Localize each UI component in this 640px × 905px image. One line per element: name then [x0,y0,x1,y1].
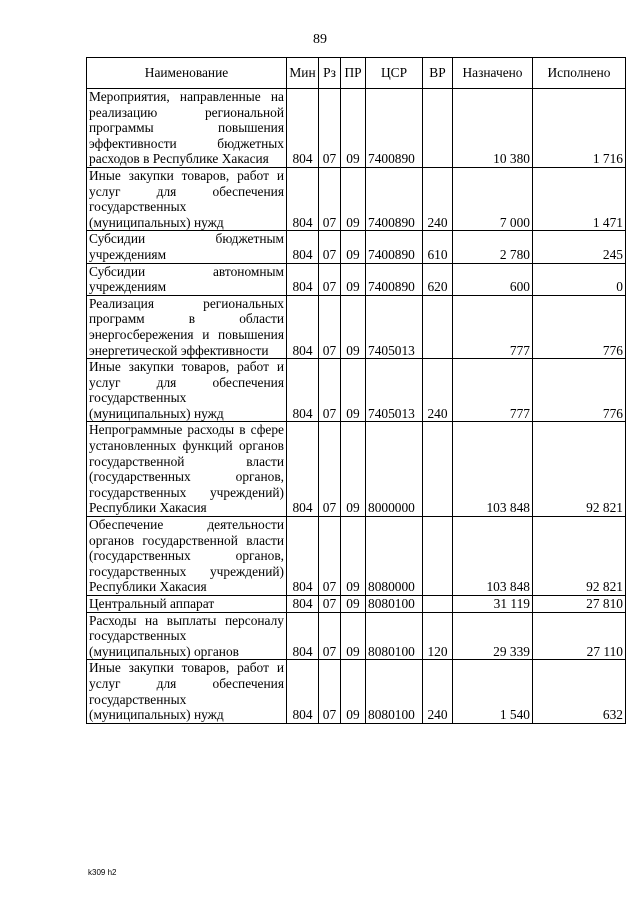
row-rz: 07 [319,167,341,230]
header-rz: Рз [319,58,341,89]
row-min: 804 [287,612,319,660]
table-row [87,517,626,596]
row-executed: 0 [533,263,626,295]
row-pr: 09 [341,263,366,295]
row-csr: 7405013 [366,295,423,358]
row-csr: 7405013 [366,359,423,422]
row-vr [423,89,453,168]
row-vr [423,596,453,613]
row-name: Центральный аппарат [87,596,287,613]
row-name: Обеспечение деятельности органов государственной власти (государственных органов, государственных учреждений) Республики Хакасия [87,517,287,596]
row-vr [423,517,453,596]
row-executed: 1 471 [533,167,626,230]
row-min: 804 [287,295,319,358]
row-planned: 2 780 [453,231,533,263]
table-row [87,596,626,613]
row-planned: 31 119 [453,596,533,613]
header-min: Мин [287,58,319,89]
header-planned: Назначено [453,58,533,89]
table-row [87,612,626,660]
row-name: Иные закупки товаров, работ и услуг для обеспечения государственных (муниципальных) нужд [87,167,287,230]
row-executed: 776 [533,295,626,358]
row-executed: 27 110 [533,612,626,660]
row-csr: 8080100 [366,596,423,613]
table-row [87,660,626,723]
header-vr: ВР [423,58,453,89]
table-row [87,89,626,168]
budget-table [86,57,626,724]
table-row [87,295,626,358]
row-vr: 240 [423,660,453,723]
table-row [87,263,626,295]
row-rz: 07 [319,231,341,263]
row-vr: 120 [423,612,453,660]
header-csr: ЦСР [366,58,423,89]
row-name: Иные закупки товаров, работ и услуг для обеспечения государственных (муниципальных) нужд [87,359,287,422]
row-pr: 09 [341,167,366,230]
row-vr: 240 [423,167,453,230]
row-csr: 7400890 [366,167,423,230]
row-name: Расходы на выплаты персоналу государственных (муниципальных) органов [87,612,287,660]
row-rz: 07 [319,359,341,422]
row-rz: 07 [319,295,341,358]
row-rz: 07 [319,660,341,723]
row-csr: 7400890 [366,231,423,263]
row-csr: 7400890 [366,263,423,295]
row-min: 804 [287,89,319,168]
row-min: 804 [287,167,319,230]
header-name: Наименование [87,58,287,89]
row-vr [423,422,453,517]
row-pr: 09 [341,612,366,660]
row-executed: 632 [533,660,626,723]
table-row [87,231,626,263]
row-executed: 92 821 [533,517,626,596]
row-executed: 27 810 [533,596,626,613]
row-rz: 07 [319,612,341,660]
row-rz: 07 [319,517,341,596]
row-pr: 09 [341,359,366,422]
row-planned: 103 848 [453,517,533,596]
row-planned: 10 380 [453,89,533,168]
row-planned: 103 848 [453,422,533,517]
row-planned: 7 000 [453,167,533,230]
row-planned: 777 [453,359,533,422]
page-number: 89 [313,32,327,47]
row-min: 804 [287,517,319,596]
row-min: 804 [287,359,319,422]
table-row [87,422,626,517]
row-csr: 8000000 [366,422,423,517]
row-pr: 09 [341,295,366,358]
row-planned: 1 540 [453,660,533,723]
row-rz: 07 [319,89,341,168]
header-executed: Исполнено [533,58,626,89]
row-name: Субсидии автономным учреждениям [87,263,287,295]
row-executed: 776 [533,359,626,422]
row-vr: 620 [423,263,453,295]
row-csr: 7400890 [366,89,423,168]
row-pr: 09 [341,231,366,263]
row-csr: 8080100 [366,612,423,660]
row-name: Реализация региональных программ в области энергосбережения и повышения энергетической эффективности [87,295,287,358]
row-rz: 07 [319,596,341,613]
row-pr: 09 [341,660,366,723]
row-planned: 600 [453,263,533,295]
row-min: 804 [287,231,319,263]
row-min: 804 [287,596,319,613]
row-csr: 8080100 [366,660,423,723]
row-vr: 610 [423,231,453,263]
row-name: Непрограммные расходы в сфере установленных функций органов государственной власти (государственных органов, государственных учреждений) Республики Хакасия [87,422,287,517]
row-min: 804 [287,263,319,295]
row-name: Мероприятия, направленные на реализацию региональной программы повышения эффективности бюджетных расходов в Республике Хакасия [87,89,287,168]
row-min: 804 [287,660,319,723]
row-rz: 07 [319,263,341,295]
document-code: k309 h2 [88,868,117,877]
table-row [87,167,626,230]
table-header-row [87,58,626,89]
row-executed: 245 [533,231,626,263]
row-name: Субсидии бюджетным учреждениям [87,231,287,263]
row-name: Иные закупки товаров, работ и услуг для обеспечения государственных (муниципальных) нужд [87,660,287,723]
row-pr: 09 [341,422,366,517]
row-rz: 07 [319,422,341,517]
row-pr: 09 [341,596,366,613]
row-executed: 92 821 [533,422,626,517]
row-vr: 240 [423,359,453,422]
row-pr: 09 [341,517,366,596]
row-csr: 8080000 [366,517,423,596]
row-min: 804 [287,422,319,517]
header-pr: ПР [341,58,366,89]
row-pr: 09 [341,89,366,168]
row-planned: 29 339 [453,612,533,660]
row-vr [423,295,453,358]
table-row [87,359,626,422]
row-planned: 777 [453,295,533,358]
row-executed: 1 716 [533,89,626,168]
